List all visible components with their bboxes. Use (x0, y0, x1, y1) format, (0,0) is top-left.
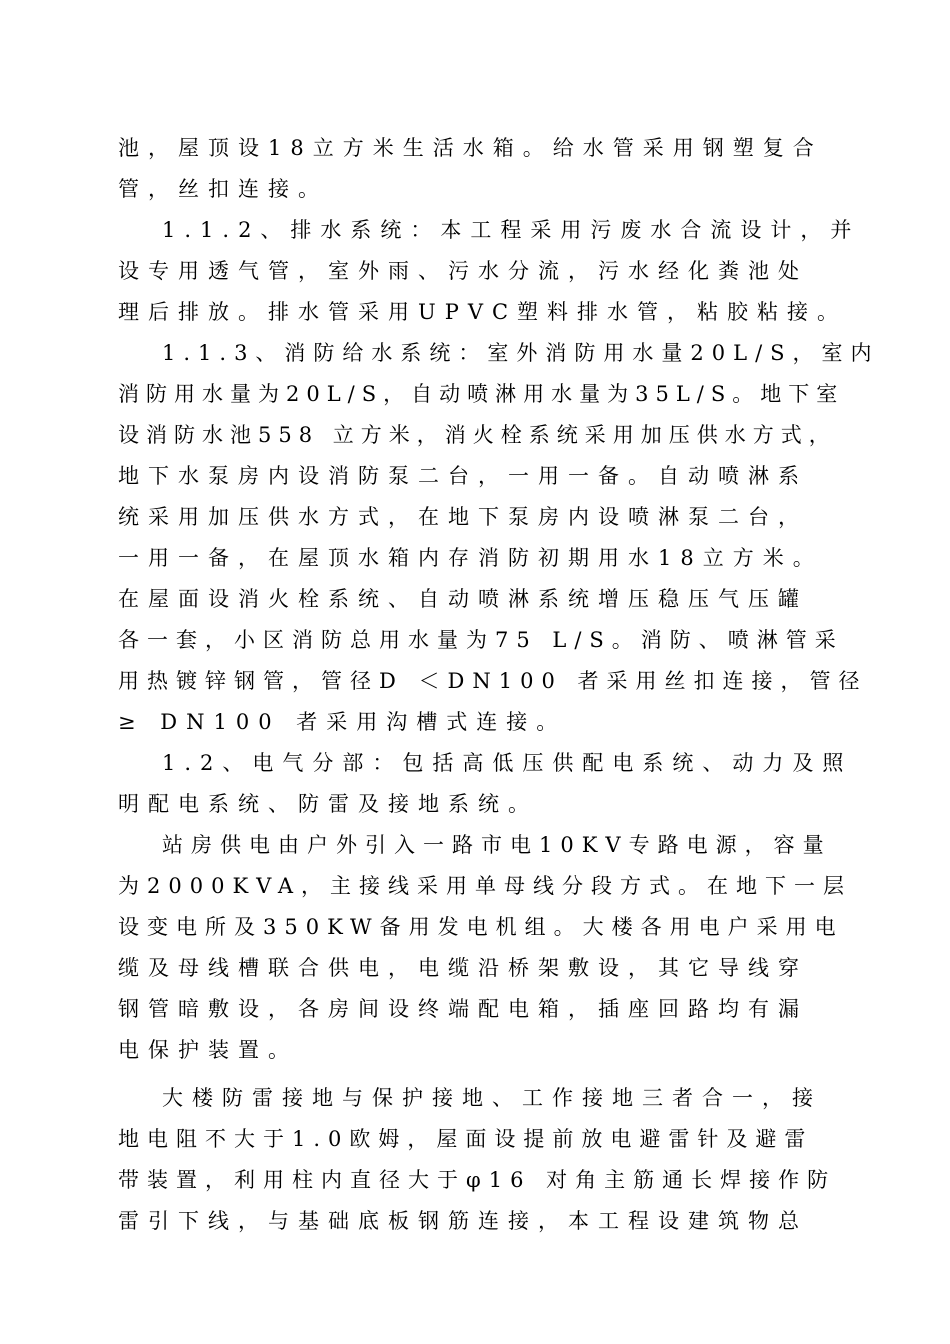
section-heading-line: 1.1.3、消防给水系统：室外消防用水量20L/S，室内 (162, 341, 880, 365)
text-line: 消防用水量为20L/S，自动喷淋用水量为35L/S。地下室 (118, 382, 845, 406)
paragraph-start-line: 大楼防雷接地与保护接地、工作接地三者合一，接 (162, 1086, 822, 1110)
text-line: 地下水泵房内设消防泵二台，一用一备。自动喷淋系 (118, 464, 808, 488)
text-line: 设消防水池558 立方米，消火栓系统采用加压供水方式， (118, 423, 837, 447)
text-line: 雷引下线，与基础底板钢筋连接，本工程设建筑物总 (118, 1209, 808, 1233)
text-line: 设专用透气管，室外雨、污水分流，污水经化粪池处 (118, 259, 808, 283)
text-line: 地电阻不大于1.0欧姆，屋面设提前放电避雷针及避雷 (118, 1127, 814, 1151)
section-heading-line: 1.1.2、排水系统：本工程采用污废水合流设计，并 (162, 218, 861, 242)
text-line: 用热镀锌钢管，管径D ＜DN100 者采用丝扣连接，管径 (118, 669, 868, 693)
text-line: 带装置，利用柱内直径大于φ16 对角主筋通长焊接作防 (118, 1168, 837, 1192)
text-line: ≥ DN100 者采用沟槽式连接。 (118, 710, 567, 734)
text-line: 管，丝扣连接。 (118, 177, 328, 201)
text-line: 钢管暗敷设，各房间设终端配电箱，插座回路均有漏 (118, 997, 808, 1021)
text-line: 缆及母线槽联合供电，电缆沿桥架敷设，其它导线穿 (118, 956, 808, 980)
text-line: 在屋面设消火栓系统、自动喷淋系统增压稳压气压罐 (118, 587, 808, 611)
text-line: 设变电所及350KW备用发电机组。大楼各用电户采用电 (118, 915, 844, 939)
text-line: 统采用加压供水方式，在地下泵房内设喷淋泵二台， (118, 505, 808, 529)
text-line: 明配电系统、防雷及接地系统。 (118, 792, 538, 816)
text-line: 理后排放。排水管采用UPVC塑料排水管，粘胶粘接。 (118, 300, 848, 324)
section-heading-line: 1.2、电气分部：包括高低压供配电系统、动力及照 (162, 751, 853, 775)
text-line: 一用一备，在屋顶水箱内存消防初期用水18立方米。 (118, 546, 823, 570)
text-line: 池，屋顶设18立方米生活水箱。给水管采用钢塑复合 (118, 136, 823, 160)
text-line: 为2000KVA，主接线采用单母线分段方式。在地下一层 (118, 874, 853, 898)
text-line: 电保护装置。 (118, 1038, 298, 1062)
paragraph-start-line: 站房供电由户外引入一路市电10KV专路电源，容量 (162, 833, 832, 857)
text-line: 各一套，小区消防总用水量为75 L/S。消防、喷淋管采 (118, 628, 844, 652)
